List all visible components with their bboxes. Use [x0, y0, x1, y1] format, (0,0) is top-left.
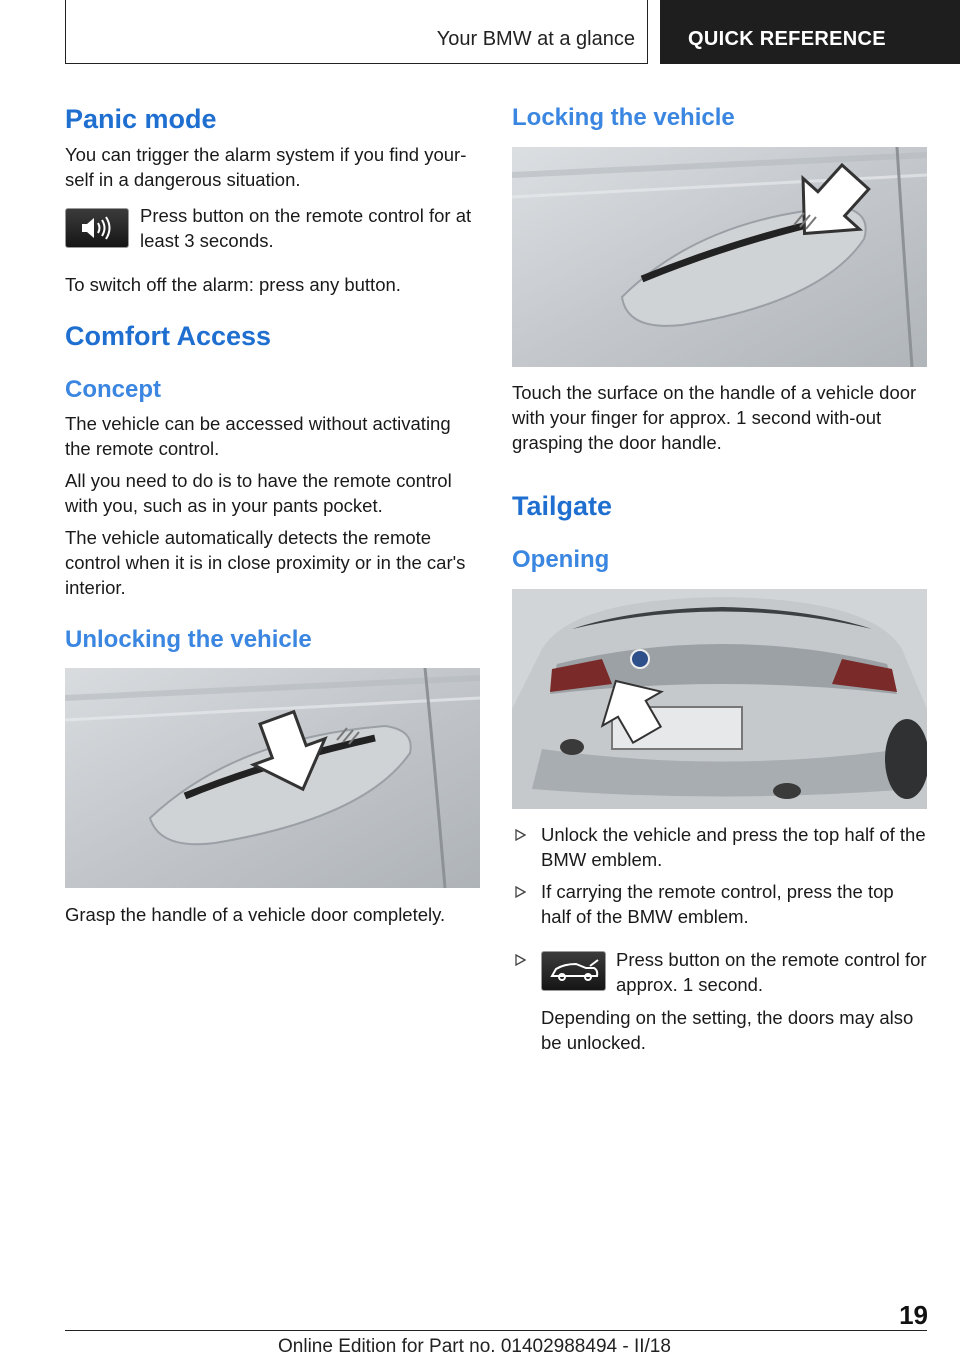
tailgate-car-image [512, 589, 927, 809]
triangle-right-icon [514, 954, 526, 966]
concept-text-3: The vehicle automatically detects the remote control when it is in close proximity or in the car's interior. [65, 527, 466, 598]
unlocking-heading: Unlocking the vehicle [65, 626, 312, 653]
unlock-door-handle-image [65, 668, 480, 888]
triangle-right-icon [514, 829, 526, 841]
page-number: 19 [899, 1300, 928, 1330]
unlock-caption: Grasp the handle of a vehicle door completely. [65, 904, 446, 925]
tailgate-heading: Tailgate [512, 491, 613, 521]
tailgate-bullet-2: If carrying the remote control, press the top half of the BMW emblem. [541, 881, 894, 927]
car-trunk-icon [542, 952, 605, 990]
footer-divider [65, 1330, 927, 1331]
opening-heading: Opening [512, 546, 610, 573]
concept-text-1: The vehicle can be accessed without activating the remote control. [65, 413, 451, 459]
concept-text-2: All you need to do is to have the remote control with you, such as in your pants pocket. [65, 470, 452, 516]
locking-heading: Locking the vehicle [512, 104, 735, 131]
alarm-button-image [65, 208, 129, 248]
trunk-press-text: Press button on the remote control for approx. 1 second. [616, 949, 927, 995]
lock-door-handle-image [512, 147, 927, 367]
lock-caption: Touch the surface on the handle of a vehicle door with your finger for approx. 1 second with-out grasping the door handle. [512, 382, 917, 453]
triangle-right-icon [514, 886, 526, 898]
header-chapter-tab[interactable] [660, 0, 960, 64]
header-section-title: Your BMW at a glance [436, 28, 635, 50]
tailgate-bullet-1: Unlock the vehicle and press the top half of the BMW emblem. [541, 824, 926, 870]
header-section-box [65, 0, 648, 64]
speaker-icon [66, 209, 128, 247]
trunk-note-text: Depending on the setting, the doors may also be unlocked. [541, 1007, 914, 1053]
panic-intro-text: You can trigger the alarm system if you find your-self in a dangerous situation. [65, 144, 467, 190]
header-chapter-label: QUICK REFERENCE [688, 28, 886, 50]
comfort-access-heading: Comfort Access [65, 321, 272, 351]
concept-heading: Concept [65, 376, 161, 403]
panic-press-text: Press button on the remote control for at least 3 seconds. [140, 205, 472, 251]
trunk-button-image [541, 951, 606, 991]
panic-off-text: To switch off the alarm: press any button. [65, 274, 401, 295]
panic-mode-heading: Panic mode [65, 104, 217, 134]
footer-edition: Online Edition for Part no. 01402988494 - II/18 [278, 1336, 671, 1357]
